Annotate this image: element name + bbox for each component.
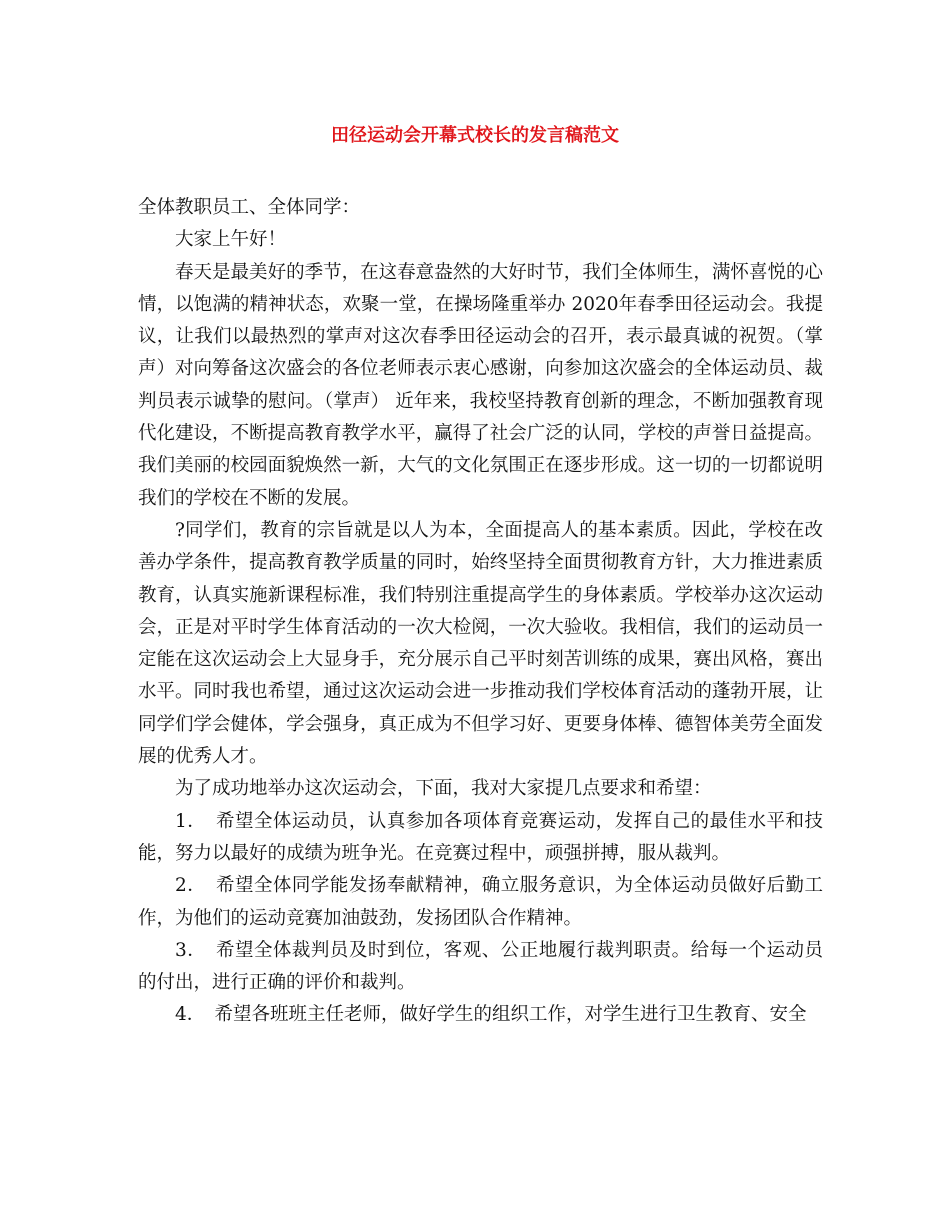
list-item: 2． 希望全体同学能发扬奉献精神，确立服务意识，为全体运动员做好后勤工作，为他们的运动竞赛加油鼓劲，发扬团队合作精神。 (138, 875, 823, 929)
list-item: 3． 希望全体裁判员及时到位，客观、公正地履行裁判职责。给每一个运动员的付出，进行正确的评价和裁判。 (138, 939, 823, 994)
list-item: 4． 希望各班班主任老师，做好学生的组织工作，对学生进行卫生教育、安全 (175, 1004, 807, 1026)
salutation: 全体教职员工、全体同学： (138, 197, 361, 218)
paragraph: 春天是最美好的季节，在这春意盎然的大好时节，我们全体师生，满怀喜悦的心情，以饱满的精神状态，欢聚一堂，在操场隆重举办 2020年春季田径运动会。我提议，让我们以最热烈的掌声对这次春季田径运动会的召开，表示最真诚的祝贺。（掌声）对向筹备这次盛会的各位老师表示衷心感谢，向参加这次盛会的全体运动员、裁判员表示诚挚的慰问。（掌声） 近年来，我校坚持教育创新的理念，不断加强教育现代化建设，不断提高教育教学水平，赢得了社会广泛的认同，学校的声誉日益提高。我们美丽的校园面貌焕然一新，大气的文化氛围正在逐步形成。这一切的一切都说明我们的学校在不断的发展。 (138, 261, 823, 509)
paragraph: 为了成功地举办这次运动会，下面，我对大家提几点要求和希望： (175, 778, 712, 800)
document-body (138, 192, 823, 1032)
list-item: 1． 希望全体运动员，认真参加各项体育竞赛运动，发挥自己的最佳水平和技能，努力以最好的成绩为班争光。在竞赛过程中，顽强拼搏，服从裁判。 (138, 810, 823, 864)
greeting: 大家上午好！ (175, 229, 287, 251)
document-title: 田径运动会开幕式校长的发言稿范文 (331, 125, 619, 146)
paragraph: ?同学们，教育的宗旨就是以人为本，全面提高人的基本素质。因此，学校在改善办学条件，提高教育教学质量的同时，始终坚持全面贯彻教育方针，大力推进素质教育，认真实施新课程标准，我们特别注重提高学生的身体素质。学校举办这次运动会，正是对平时学生体育活动的一次大检阅，一次大验收。我相信，我们的运动员一定能在这次运动会上大显身手，充分展示自己平时刻苦训练的成果，赛出风格，赛出水平。同时我也希望，通过这次运动会进一步推动我们学校体育活动的蓬勃开展，让同学们学会健体，学会强身，真正成为不但学习好、更要身体棒、德智体美劳全面发展的优秀人才。 (138, 519, 823, 768)
